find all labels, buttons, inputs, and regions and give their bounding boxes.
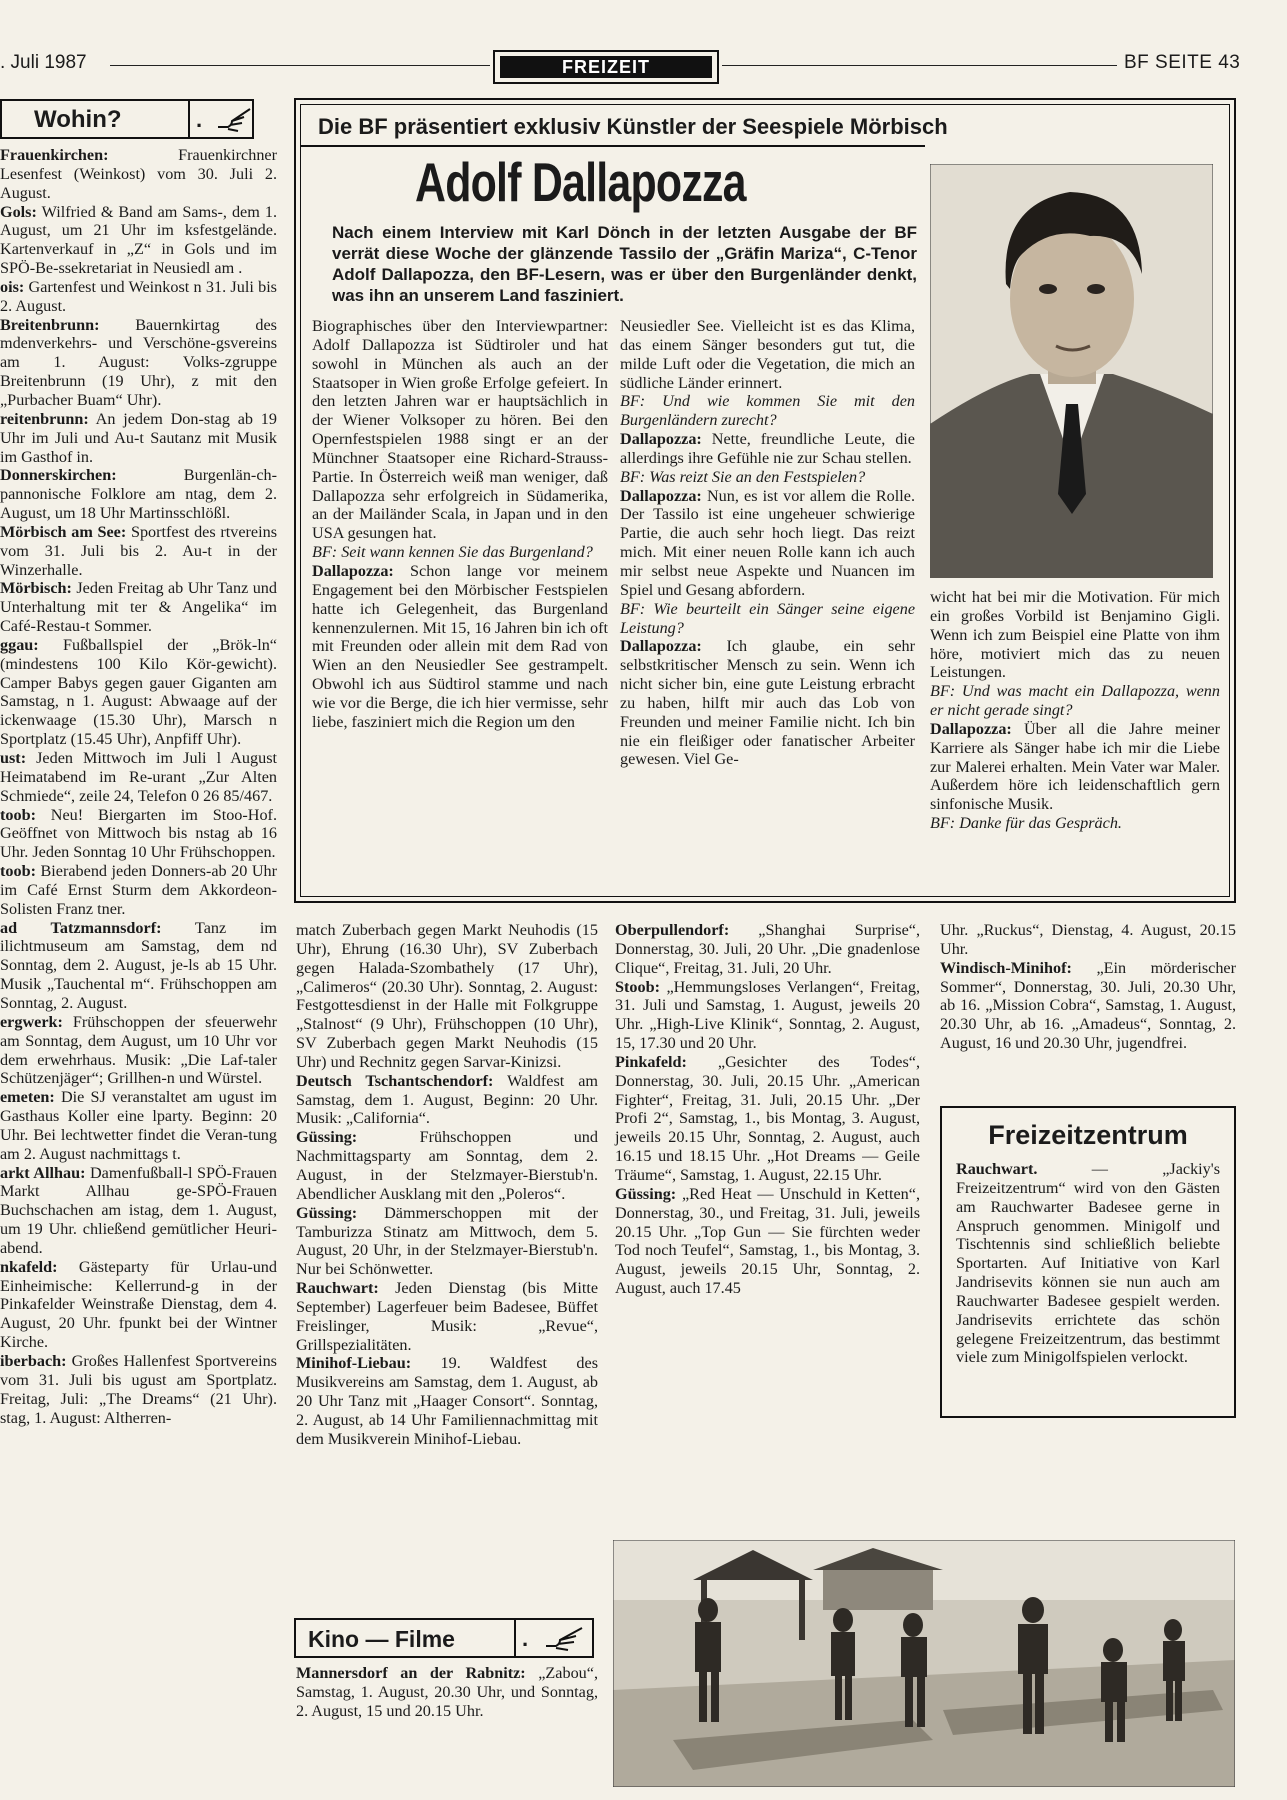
dot-icon: . — [196, 107, 203, 132]
paragraph: Windisch-Minihof: „Ein mörderischer Sommer“, Donnerstag, 30. Juli, 20.30 Uhr, ab 16. „Mission Cobra“, Samstag, 1. August, 20.30 Uhr, ab 16. „Amadeus“, Sonntag, 2. August, 16 und 20.30 Uhr, jugendfrei. — [940, 958, 1236, 1053]
paragraph: BF: Seit wann kennen Sie das Burgenland? — [312, 543, 593, 562]
paragraph: Mörbisch: Jeden Freitag ab Uhr Tanz und Unterhaltung mit ter & Angelika“ im Café-Restau-t Sommer. — [0, 579, 277, 636]
dot-icon: . — [522, 1626, 529, 1651]
issue-date: . Juli 1987 — [0, 52, 87, 73]
article-lead: Nach einem Interview mit Karl Dönch in der letzten Ausgabe der BF verrät diese Woche der glänzende Tassilo der „Gräfin Mariza“, C-Tenor Adolf Dallapozza, den BF-Lesern, was er über den Burgenländer denkt, was ihn an unserem Land fasziniert. — [332, 223, 917, 305]
events-list-3 — [615, 921, 920, 1298]
portrait-photo — [930, 164, 1213, 578]
kino-list — [296, 1664, 598, 1721]
divider — [514, 1618, 516, 1658]
paragraph: BF: Danke für das Gespräch. — [930, 814, 1122, 833]
paragraph: Mörbisch am See: Sportfest des rtvereins vom 31. Juli bis 2. Au-t in der Winzerhalle. — [0, 522, 277, 579]
paragraph: Güssing: Frühschoppen und Nachmittagsparty am Sonntag, dem 2. August, in der Stelzmayer-Bierstub'n. Abendlicher Ausklang mit den „Poleros“. — [296, 1128, 598, 1203]
paragraph: Uhr. „Ruckus“, Dienstag, 4. August, 20.15 Uhr. — [940, 921, 1236, 958]
paragraph: ergwerk: Frühschoppen der sfeuerwehr am Sonntag, dem August, um 10 Uhr vor dem erwehrhaus. Musik: „Die Laf-taler Schützenjäger“; Grillhen-n und Würstel. — [0, 1012, 277, 1088]
pointing-hand-icon — [214, 103, 254, 137]
kino-title: Kino — Filme — [308, 1626, 455, 1652]
paragraph: Güssing: Dämmerschoppen mit der Tamburizza Stinatz am Mittwoch, dem 5. August, 20 Uhr, in der Stelzmayer-Bierstub'n. Nur bei Schönwetter. — [296, 1203, 598, 1279]
paragraph: Rauchwart. — „Jackiy's Freizeitzentrum“ wird von den Gästen am Rauchwarter Badesee gerne in Anspruch genommen. Minigolf und Tischtennis sind schließlich beliebte Sportarten. Auf Initiative von Karl Jandrisevits können sie nun auch am Rauchwarter Badesee gespielt werden. Jandrisevits errichtete das schön gelegene Freizeitzentrum, das bestimmt viele zum Minigolfspielen verlockt. — [956, 1160, 1220, 1367]
paragraph: Güssing: „Red Heat — Unschuld in Ketten“, Donnerstag, 30., und Freitag, 31. Juli, jeweils 20.15 Uhr. „Top Gun — Sie fürchten weder Tod noch Teufel“, Samstag, 1., bis Montag, 3. August, jeweils 20.15 Uhr, Sonntag, 2. August, auch 17.45 — [615, 1184, 920, 1298]
paragraph: Stoob: „Hemmungsloses Verlangen“, Freitag, 31. Juli und Samstag, 1. August, jeweils 20 Uhr. „High-Live Klinik“, Sonntag, 2. August, 15, 17.30 und 20 Uhr. — [615, 977, 920, 1053]
divider — [188, 99, 190, 139]
paragraph: BF: Was reizt Sie an den Festspielen? — [620, 467, 866, 486]
paragraph: Pinkafeld: „Gesichter des Todes“, Donnerstag, 30. Juli, 20.15 Uhr. „American Fighter“, Freitag, 31. Juli, 20.15 Uhr. „Der Profi 2“, Samstag, 1., bis Montag, 3. August, jeweils 20.15 Uhr, Sonntag, 2. August, auch 16.15 und 18.15 Uhr. „Hot Dreams — Geile Träume“, Samstag, 1. August, 22.15 Uhr. — [615, 1052, 920, 1184]
section-label-box — [493, 50, 719, 84]
freizeitzentrum-title: Freizeitzentrum — [988, 1120, 1188, 1150]
paragraph: arkt Allhau: Damenfußball-l SPÖ-Frauen Markt Allhau ge-SPÖ-Frauen Buchschachen am istag, dem 1. August, um 19 Uhr. chließend gemütlicher Heuri-abend. — [0, 1163, 277, 1257]
paragraph: ad Tatzmannsdorf: Tanz im ilichtmuseum am Samstag, dem nd Sonntag, dem 2. August, je-ls ab 15 Uhr. Musik „Tauchental m“. Frühschoppen am Sonntag, 2. August. — [0, 918, 277, 1012]
header-rule-left — [110, 65, 490, 66]
events-list-4 — [940, 921, 1236, 1053]
paragraph: Rauchwart: Jeden Dienstag (bis Mitte September) Lagerfeuer beim Badesee, Büffet Freislinger, Musik: „Revue“, Grillspezialitäten. — [296, 1279, 598, 1354]
paragraph: Deutsch Tschantschendorf: Waldfest am Samstag, dem 1. August, Beginn: 20 Uhr. Musik: „California“. — [296, 1071, 598, 1128]
kicker-rule — [300, 145, 925, 147]
paragraph: BF: Und was macht ein Dallapozza, wenn er nicht gerade singt? — [930, 682, 1220, 720]
paragraph: wicht hat bei mir die Motivation. Für mich ein großes Vorbild ist Benjamino Gigli. Wenn ich zum Beispiel eine Platte von ihm höre, motiviert mich das zu neuen Leistungen. — [930, 588, 1220, 682]
paragraph: Breitenbrunn: Bauernkirtag des mdenverkehrs- und Verschöne-gsvereins am 1. August: Volks-zgruppe Breitenbrunn (19 Uhr), z mit den „Purbacher Buam“ Uhr). — [0, 315, 277, 409]
paragraph: Donnerskirchen: Burgenlän-ch-pannonische Folklore am ntag, dem 2. August, um 18 Uhr Martinsschlößl. — [0, 466, 277, 523]
paragraph: Dallapozza: Über all die Jahre meiner Karriere als Sänger habe ich mir die Liebe zur Malerei erhalten. Mein Vater war Maler. Außerdem höre ich leidenschaftlich gern sinfonische Musik. — [930, 719, 1220, 814]
paragraph: toob: Neu! Biergarten im Stoo-Hof. Geöffnet von Mittwoch bis nstag ab 16 Uhr. Jeden Sonntag 10 Uhr Frühschoppen. — [0, 805, 277, 862]
section-label: FREIZEIT — [500, 56, 712, 78]
article-kicker: Die BF präsentiert exklusiv Künstler der Seespiele Mörbisch — [318, 114, 948, 139]
paragraph: Dallapozza: Schon lange vor meinem Engagement bei den Mörbischer Festspielen hatte ich Gelegenheit, das Burgenland kennenzulernen. Mit 15, 16 Jahren bin ich oft mit Freunden oder allein mit dem Rad von Wien an den Neusiedler See gestrampelt. Obwohl ich aus Südtirol stamme und nach wie vor die Berge, die ich hier vermisse, sehr liebe, fasziniert mich die Region um den — [312, 561, 608, 731]
article-headline: Adolf Dallapozza — [415, 151, 746, 213]
paragraph: Biographisches über den Interviewpartner: Adolf Dallapozza ist Südtiroler und hat sowohl in München als auch an der Staatsoper in Wien große Erfolge gefeiert. In den letzten Jahren war er hauptsächlich in der Wiener Volksoper zu hören. Bei den Opernfestspielen 1988 singt er an der Münchner Staatsoper eine Richard-Strauss-Partie. In Österreich weiß man weniger, daß Dallapozza sehr erfolgreich in Südamerika, an der Mailänder Scala, in Japan und in den USA gesungen hat. — [312, 317, 608, 543]
paragraph: BF: Und wie kommen Sie mit den Burgenländern zurecht? — [620, 392, 915, 430]
wohin-header-box — [0, 99, 254, 139]
freizeitzentrum-box — [940, 1106, 1236, 1418]
header-rule-right — [722, 65, 1117, 66]
wohin-title: Wohin? — [34, 106, 122, 133]
paragraph: Dallapozza: Ich glaube, ein sehr selbstkritischer Mensch zu sein. Wenn ich nicht sicher bin, eine gute Leistung erbracht zu haben, hilft mir auch das Lob von Freunden und meiner Familie nicht. Ich bin nie ein fleißiger oder fanatischer Arbeiter gewesen. Viel Ge- — [620, 637, 915, 769]
paragraph: emeten: Die SJ veranstaltet am ugust im Gasthaus Koller eine lparty. Beginn: 20 Uhr. Bei lechtwetter findet die Veran-tung am 2. August nachmittags t. — [0, 1088, 277, 1163]
article-column-2 — [620, 317, 915, 769]
paragraph: Mannersdorf an der Rabnitz: „Zabou“, Samstag, 1. August, 20.30 Uhr, und Sonntag, 2. August, 15 und 20.15 Uhr. — [296, 1664, 598, 1720]
paragraph: toob: Bierabend jeden Donners-ab 20 Uhr im Café Ernst Sturm dem Akkordeon-Solisten Franz tner. — [0, 862, 277, 918]
article-column-3 — [930, 588, 1220, 833]
paragraph: ois: Gartenfest und Weinkost n 31. Juli bis 2. August. — [0, 277, 277, 315]
kino-header-box — [294, 1618, 594, 1658]
freizeitzentrum-text — [956, 1160, 1220, 1367]
paragraph: Minihof-Liebau: 19. Waldfest des Musikvereins am Samstag, dem 1. August, ab 20 Uhr Tanz mit „Haager Consort“. Sonntag, 2. August, ab 14 Uhr Familiennachmittag mit dem Musikverein Minihof-Liebau. — [296, 1354, 598, 1448]
minigolf-photo — [613, 1540, 1235, 1787]
paragraph: Gols: Wilfried & Band am Sams-, dem 1. August, um 21 Uhr im ksfestgelände. Kartenverkauf in „Z“ in Gols und im SPÖ-Be-ssekretariat in Neusiedl am . — [0, 202, 277, 278]
paragraph: ust: Jeden Mittwoch im Juli l August Heimatabend im Re-urant „Zur Alten Schmiede“, zeile 24, Telefon 0 26 85/467. — [0, 749, 277, 805]
paragraph: Dallapozza: Nette, freundliche Leute, die allerdings ihre Gefühle nie zur Schau stellen. — [620, 430, 915, 467]
paragraph: iberbach: Großes Hallenfest Sportvereins vom 31. Juli bis ugust am Sportplatz. Freitag, Juli: „The Dreams“ (21 Uhr). stag, 1. August: Altherren- — [0, 1352, 277, 1427]
paragraph: BF: Wie beurteilt ein Sänger seine eigene Leistung? — [620, 599, 915, 637]
paragraph: nkafeld: Gästeparty für Urlau-und Einheimische: Kellerrund-g in der Pinkafelder Weinstraße Dienstag, dem 4. August, 20 Uhr. fpunkt bei der Wintner Kirche. — [0, 1257, 277, 1352]
pointing-hand-icon — [542, 1622, 588, 1656]
paragraph: Dallapozza: Nun, es ist vor allem die Rolle. Der Tassilo ist eine ungeheuer schwierige Partie, die auch sehr hoch liegt. Das reizt mich. Mit einer neuen Rolle kann ich auch mir selbst neue Aspekte und Nuancen im Spiel und Gesang abfordern. — [620, 486, 915, 599]
wohin-list — [0, 146, 277, 1427]
paragraph: Oberpullendorf: „Shanghai Surprise“, Donnerstag, 30. Juli, 20 Uhr. „Die gnadenlose Clique“, Freitag, 31. Juli, 20 Uhr. — [615, 921, 920, 977]
paragraph: ggau: Fußballspiel der „Brök-ln“ (mindestens 100 Kilo Kör-gewicht). Camper Babys gegen gauer Giganten am Samstag, n 1. August: Abwaage auf der ickenwaage (15.30 Uhr), Marsch n Sportplatz (15.45 Uhr), Anpfiff Uhr). — [0, 635, 277, 749]
paragraph: Neusiedler See. Vielleicht ist es das Klima, das einem Sänger besonders gut tut, die milde Luft oder die Vegetation, die mich an südliche Länder erinnert. — [620, 317, 915, 392]
events-list-2 — [296, 921, 598, 1449]
page-number: BF SEITE 43 — [1124, 52, 1241, 73]
paragraph: Frauenkirchen: Frauenkirchner Lesenfest (Weinkost) vom 30. Juli 2. August. — [0, 146, 277, 202]
paragraph: match Zuberbach gegen Markt Neuhodis (15 Uhr), Ehrung (16.30 Uhr), SV Zuberbach gegen Halada-Szombathely (17 Uhr), „Calimeros“ (20.30 Uhr). Sonntag, 2. August: Festgottesdienst in der Halle mit Folkgruppe „Stalnost“ (9 Uhr), Frühschoppen (10 Uhr), SV Zuberbach gegen Markt Neuhodis (15 Uhr) und Rechnitz gegen Sarvar-Kinizsi. — [296, 921, 598, 1071]
article-column-1 — [312, 317, 608, 732]
paragraph: reitenbrunn: An jedem Don-stag ab 19 Uhr im Juli und Au-t Sautanz mit Musik im Gasthof in. — [0, 409, 277, 466]
